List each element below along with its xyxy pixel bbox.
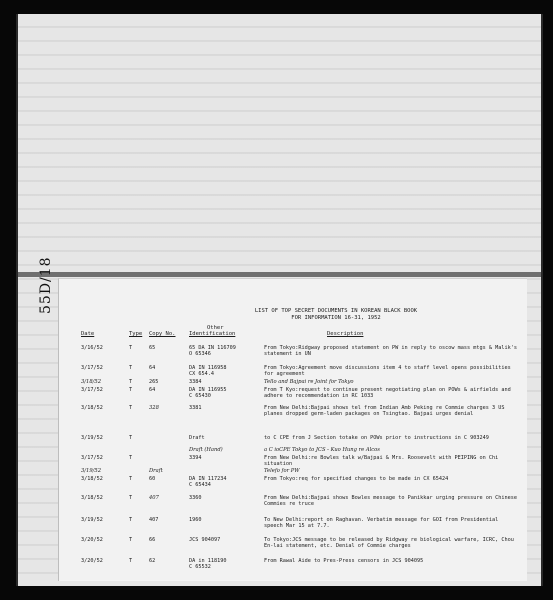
- row-type: T: [129, 558, 133, 564]
- header-type: Type: [129, 331, 143, 337]
- row-ident: 3360: [189, 495, 202, 501]
- row-date: 3/16/52: [81, 345, 103, 351]
- row-date: 3/17/52: [81, 387, 103, 393]
- row-type: T: [129, 365, 133, 371]
- scanned-page: [16, 14, 543, 586]
- row-copy: 65: [149, 345, 156, 351]
- title-line-2: FOR INFORMATION 16-31, 1952: [291, 315, 381, 321]
- row-desc: From Tokyo:Ridgway proposed statement on PW in reply to oscow mass mtgs & Malik's statement in UN: [264, 345, 517, 358]
- row-date: 3/18/52: [81, 379, 101, 385]
- header-copy: Copy No.: [149, 331, 176, 337]
- row-ident: Draft (Hand): [189, 447, 223, 453]
- header-identification: Identification: [189, 331, 236, 337]
- row-type: T: [129, 537, 133, 543]
- row-date: 3/18/52: [81, 495, 103, 501]
- row-ident: DA IN 117234 C 65434: [189, 476, 227, 489]
- row-ident: DA IN 116958 CX 654.4: [189, 365, 227, 378]
- row-type: T: [129, 476, 133, 482]
- row-desc: Tello and Bajpai re Joint for Tokyo: [264, 379, 354, 385]
- row-desc: From New Delhi:Bajpai shows tel from Indian Amb Peking re Commie charges 3 US planes dropped germ-laden packages on Tsingtao. Bajpai urges denial: [264, 405, 505, 418]
- scan-fold-line: [18, 272, 541, 277]
- row-copy: Draft: [149, 468, 163, 474]
- row-ident: 1960: [189, 517, 202, 523]
- file-stamp: 55D/18: [38, 256, 54, 314]
- header-other: Other: [207, 325, 224, 331]
- row-copy: 328: [149, 405, 159, 411]
- row-date: 3/19/52: [81, 468, 101, 474]
- title-line-1: LIST OF TOP SECRET DOCUMENTS IN KOREAN BLACK BOOK: [254, 308, 418, 314]
- row-ident: JCS 904097: [189, 537, 221, 543]
- row-type: T: [129, 435, 133, 441]
- header-date: Date: [81, 331, 95, 337]
- row-date: 3/19/52: [81, 517, 103, 523]
- row-desc: From Tokyo:req for specified changes to be made in CX 65424: [264, 476, 449, 482]
- row-desc: From New Delhi:re Bowles talk w/Bajpai & Mrs. Roosevelt with PEIPING on Chi situation: [264, 455, 499, 468]
- row-desc: From T Kyo:request to continue present negotiating plan on POWs & airfields and adhere to recommendation in RC 1033: [264, 387, 511, 400]
- row-desc: To Tokyo:JCS message to be released by Ridgway re biological warfare, ICRC, Chou En-lai statement, etc. Denial of Commie charges: [264, 537, 514, 550]
- row-copy: 66: [149, 537, 156, 543]
- header-description: Description: [327, 331, 364, 337]
- document-title: [241, 308, 431, 322]
- row-desc: To New Delhi:report on Raghavan. Verbatim message for GOI from Presidential speech Mar 15 at 7.7.: [264, 517, 499, 530]
- row-type: T: [129, 387, 133, 393]
- row-date: 3/17/52: [81, 455, 103, 461]
- row-date: 3/20/52: [81, 537, 103, 543]
- row-type: T: [129, 345, 133, 351]
- row-copy: 407: [149, 495, 159, 501]
- row-type: T: [129, 379, 133, 385]
- row-copy: 62: [149, 558, 156, 564]
- document-body: [58, 278, 527, 581]
- row-desc: a C ioCPE Tokyo to JCS - Kuo Hung re Alcos: [264, 447, 380, 453]
- row-ident: 3384: [189, 379, 202, 385]
- row-ident: DA in 118190 C 65532: [189, 558, 227, 571]
- row-desc: From Tokyo:Agreement move discussions item 4 to staff level opens possibilities for agreement: [264, 365, 511, 378]
- row-desc: From New Delhi:Bajpai shows Bowles message to Panikkar urging pressure on Chinese Commies re truce: [264, 495, 517, 508]
- row-date: 3/18/52: [81, 405, 103, 411]
- row-copy: 407: [149, 517, 159, 523]
- row-ident: 65 DA IN 116709 O 65346: [189, 345, 236, 358]
- row-date: 3/20/52: [81, 558, 103, 564]
- row-desc: to C CPE from J Section totake on POWs prior to instructions in C 903249: [264, 435, 489, 441]
- row-type: T: [129, 455, 133, 461]
- row-copy: 64: [149, 387, 156, 393]
- row-date: 3/17/52: [81, 365, 103, 371]
- row-desc: Telefo for PW: [264, 468, 300, 474]
- row-ident: 3381: [189, 405, 202, 411]
- row-copy: 265: [149, 379, 159, 385]
- row-desc: From Rawal Aide to Pres-Press censors in JCS 904095: [264, 558, 424, 564]
- row-date: 3/19/52: [81, 435, 103, 441]
- row-copy: 60: [149, 476, 156, 482]
- row-ident: Draft: [189, 435, 205, 441]
- row-ident: DA IN 116955 C 65430: [189, 387, 227, 400]
- row-ident: 3394: [189, 455, 202, 461]
- row-type: T: [129, 405, 133, 411]
- row-type: T: [129, 517, 133, 523]
- row-date: 3/18/52: [81, 476, 103, 482]
- row-type: T: [129, 495, 133, 501]
- row-copy: 64: [149, 365, 156, 371]
